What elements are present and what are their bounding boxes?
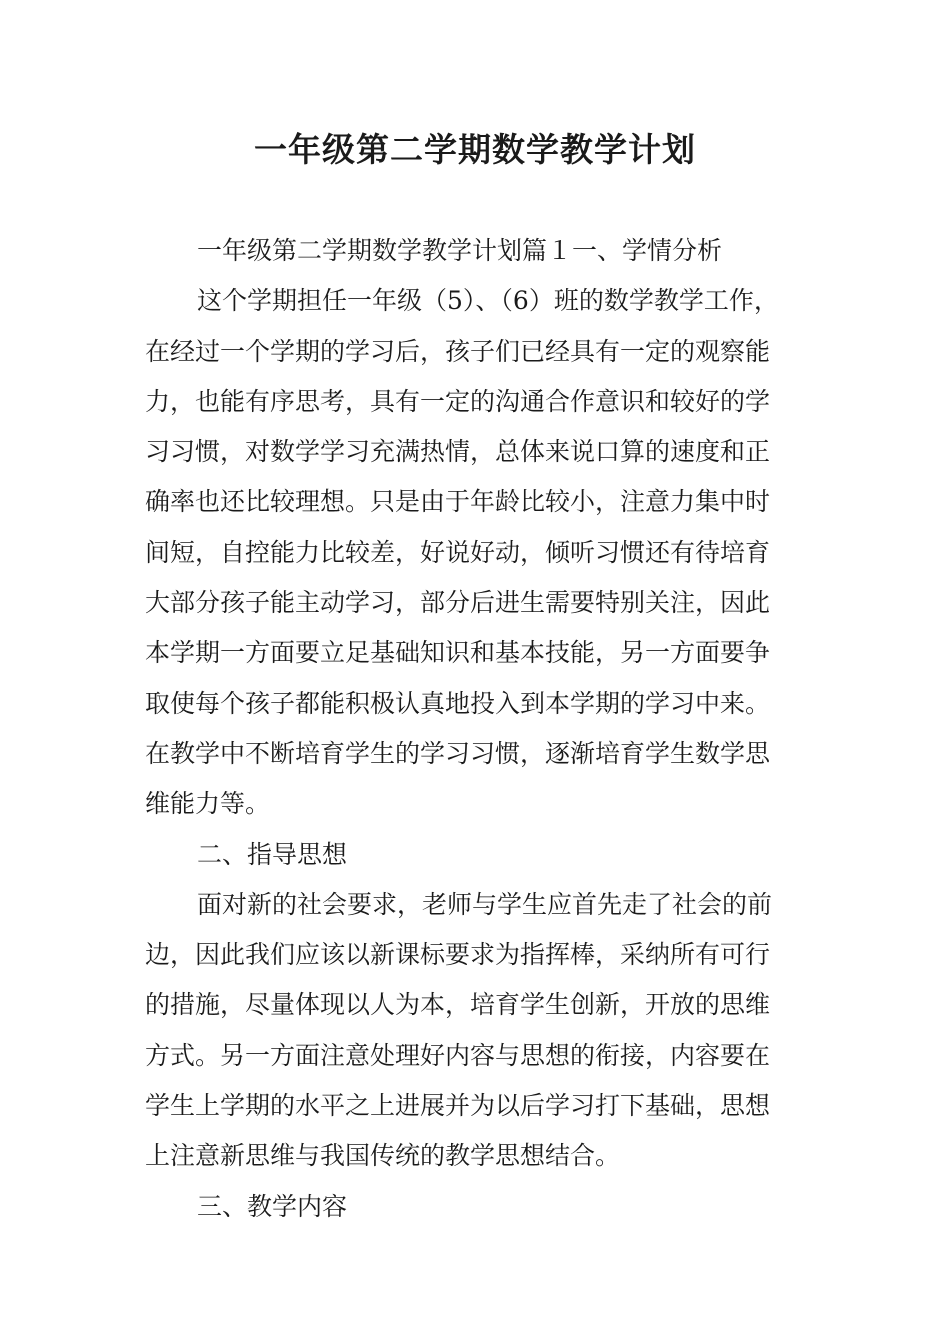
text-line: 上注意新思维与我国传统的教学思想结合。 bbox=[145, 1141, 621, 1171]
text-line: 确率也还比较理想。只是由于年龄比较小，注意力集中时 bbox=[145, 487, 771, 517]
text-line: 二、指导思想 bbox=[197, 839, 348, 869]
text-line: 间短，自控能力比较差，好说好动，倾听习惯还有待培育 bbox=[145, 537, 771, 567]
text-line: 在教学中不断培育学生的学习习惯，逐渐培育学生数学思 bbox=[145, 738, 771, 768]
text-line: 大部分孩子能主动学习，部分后进生需要特别关注，因此 bbox=[145, 588, 771, 618]
text-line: 三、教学内容 bbox=[197, 1191, 348, 1221]
text-line: 力，也能有序思考，具有一定的沟通合作意识和较好的学 bbox=[145, 386, 771, 416]
text-line: 学生上学期的水平之上进展并为以后学习打下基础，思想 bbox=[145, 1091, 771, 1121]
text-line: 本学期一方面要立足基础知识和基本技能，另一方面要争 bbox=[145, 638, 771, 668]
text-line: 维能力等。 bbox=[145, 789, 271, 819]
text-line: 的措施，尽量体现以人为本，培育学生创新，开放的思维 bbox=[145, 990, 771, 1020]
text-line: 在经过一个学期的学习后，孩子们已经具有一定的观察能 bbox=[145, 336, 771, 366]
text-line: 边，因此我们应该以新课标要求为指挥棒，采纳所有可行 bbox=[145, 940, 771, 970]
text-line: 一年级第二学期数学教学计划篇１一、学情分析 bbox=[197, 236, 723, 265]
document-body bbox=[145, 226, 810, 1232]
text-line: 习习惯，对数学学习充满热情，总体来说口算的速度和正 bbox=[145, 437, 771, 467]
text-line: 取使每个孩子都能积极认真地投入到本学期的学习中来。 bbox=[145, 688, 771, 718]
text-line: 这个学期担任一年级（5）、（6）班的数学教学工作， bbox=[197, 286, 779, 316]
text-line: 面对新的社会要求，老师与学生应首先走了社会的前 bbox=[197, 889, 773, 919]
page-title: 一年级第二学期数学教学计划 bbox=[254, 130, 696, 169]
text-line: 方式。另一方面注意处理好内容与思想的衔接，内容要在 bbox=[145, 1040, 771, 1070]
